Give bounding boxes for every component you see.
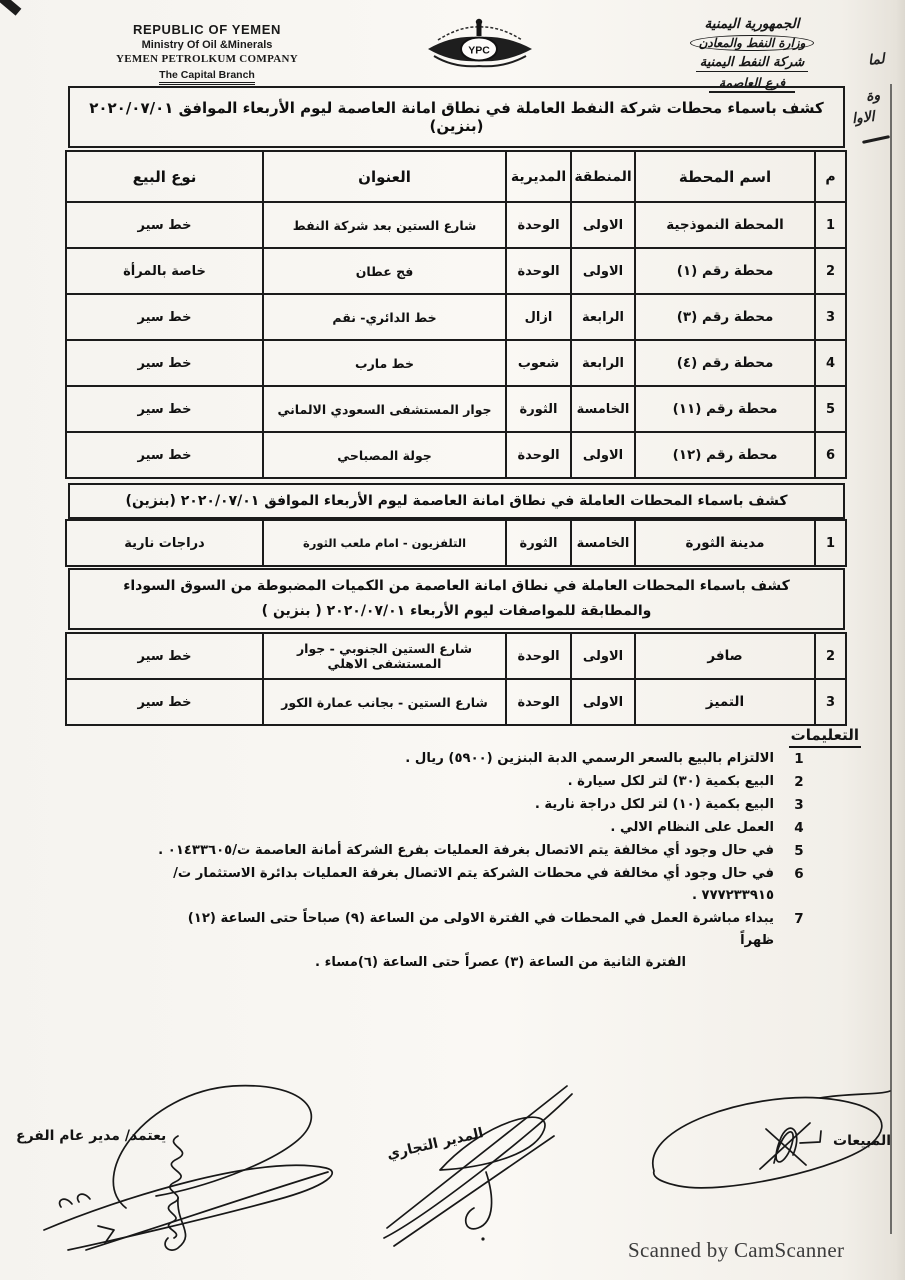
- table-row: [67, 339, 845, 385]
- cell-sale-type: خط سير: [137, 694, 192, 710]
- cell-sale-type: خط سير: [137, 309, 192, 325]
- table-row: [67, 431, 845, 477]
- cell-district: الوحدة: [505, 634, 570, 678]
- ypc-logo-text: YPC: [468, 44, 490, 57]
- cell-zone: الاولى: [570, 249, 634, 293]
- instruction-text-line1: يبداء مباشرة العمل في المحطات في الفترة الاولى من الساعة (٩) صباحاً حتى الساعة (١٢) ظهراً: [187, 911, 774, 948]
- table-row: [67, 201, 845, 247]
- instruction-text: [150, 908, 774, 974]
- cell-zone: الاولى: [570, 433, 634, 477]
- cell-district: الوحدة: [505, 433, 570, 477]
- section3-title-line2: والمطابقة للمواصفات ليوم الأربعاء ٢٠٢٠/٠٧/٠١ ( بنزين ): [261, 603, 652, 619]
- cell-sale-type: خط سير: [137, 355, 192, 371]
- signature-commercial-manager: [382, 1076, 582, 1251]
- instruction-text: البيع بكمية (١٠) لتر لكل دراجة نارية .: [534, 797, 774, 812]
- instruction-number: 7: [794, 911, 804, 927]
- letterhead-english: [92, 22, 322, 85]
- instruction-number: 2: [794, 774, 804, 790]
- table-row: [67, 385, 845, 431]
- table-header-row: [67, 152, 845, 201]
- cell-station-name: محطة رقم (١٢): [634, 433, 814, 477]
- seized-quantities-table: [65, 632, 847, 726]
- instruction-item: [150, 817, 812, 839]
- instruction-text-line2: الفترة الثانية من الساعة (٣) عصراً حتى الساعة (٦)مساء .: [314, 955, 686, 970]
- cell-zone: الاولى: [570, 680, 634, 724]
- instructions-list: [150, 748, 812, 975]
- cell-address: شارع الستين بعد شركة النفط: [262, 203, 505, 247]
- handwritten-margin-note: الاوا: [851, 108, 876, 128]
- signature-branch-manager: [28, 1078, 358, 1253]
- instruction-text: البيع بكمية (٣٠) لتر لكل سيارة .: [567, 774, 774, 789]
- cell-district: الوحدة: [505, 249, 570, 293]
- section2-title: كشف باسماء المحطات العاملة في نطاق امانة العاصمة ليوم الأربعاء الموافق ٢٠٢٠/٠٧/٠١ (بنزين): [125, 493, 788, 509]
- handwritten-margin-note: وة: [865, 87, 881, 105]
- col-header-name: اسم المحطة: [634, 152, 814, 201]
- letterhead-ar-company: شركة النفط اليمنية: [696, 55, 809, 72]
- cell-district: ازال: [505, 295, 570, 339]
- cell-zone: الاولى: [570, 634, 634, 678]
- cell-address: شارع الستين - بجانب عمارة الكور: [262, 680, 505, 724]
- instruction-text: في حال وجود أي مخالفة في محطات الشركة يتم الاتصال بغرفة العمليات بدائرة الاستثمار ت/٧٧٧٢٣٣٩١٥ .: [173, 866, 774, 903]
- cell-address: جولة المصباحي: [262, 433, 505, 477]
- instruction-item: [150, 863, 812, 907]
- cell-no: 5: [814, 387, 845, 431]
- signature-label-branch-manager: يعتمد/ مدير عام الفرع: [16, 1128, 167, 1144]
- instruction-text: العمل على النظام الالي .: [610, 820, 774, 835]
- col-header-address: العنوان: [262, 152, 505, 201]
- table-row: [67, 521, 845, 565]
- col-header-sale: نوع البيع: [132, 167, 197, 186]
- cell-zone: الرابعة: [570, 341, 634, 385]
- stations-table: [65, 150, 847, 479]
- cell-sale-type: خط سير: [137, 217, 192, 233]
- instruction-number: 6: [794, 866, 804, 882]
- cell-no: 1: [814, 203, 845, 247]
- cell-station-name: محطة رقم (٤): [634, 341, 814, 385]
- cell-address: جوار المستشفى السعودي الالماني: [262, 387, 505, 431]
- letterhead-branch: The Capital Branch: [159, 69, 255, 85]
- cell-district: الوحدة: [505, 680, 570, 724]
- instruction-item: [150, 908, 812, 974]
- handwritten-margin-note: لما: [867, 51, 886, 69]
- cell-zone: الاولى: [570, 203, 634, 247]
- instruction-text: الالتزام بالبيع بالسعر الرسمي الدبة البنزين (٥٩٠٠) ريال .: [405, 751, 774, 766]
- cell-address: التلفزيون - امام ملعب الثورة: [262, 521, 505, 565]
- cell-no: 3: [814, 680, 845, 724]
- cell-no: 2: [814, 249, 845, 293]
- signature-label-commercial-manager: المدير التجاري: [385, 1125, 485, 1163]
- cell-station-name: المحطة النموذجية: [634, 203, 814, 247]
- cell-sale-type: خاصة بالمرأة: [123, 263, 206, 279]
- table-row: [67, 678, 845, 724]
- instruction-number: 3: [794, 797, 804, 813]
- instruction-item: [150, 748, 812, 770]
- section1-title: كشف باسماء محطات شركة النفط العاملة في نطاق امانة العاصمة ليوم الأربعاء الموافق ٢٠٢٠/٠٧/٠١ (بنزين): [89, 99, 824, 135]
- section2-title-box: [68, 483, 845, 519]
- cell-district: الثورة: [505, 387, 570, 431]
- section3-title-box: [68, 568, 845, 630]
- cell-address: خط الدائري- نقم: [262, 295, 505, 339]
- cell-no: 1: [814, 521, 845, 565]
- cell-station-name: محطة رقم (٣): [634, 295, 814, 339]
- cell-zone: الخامسة: [570, 521, 634, 565]
- letterhead-ministry: Ministry Of Oil &Minerals: [141, 39, 273, 51]
- cell-station-name: مدينة الثورة: [634, 521, 814, 565]
- cell-station-name: محطة رقم (١): [634, 249, 814, 293]
- cell-zone: الرابعة: [570, 295, 634, 339]
- cell-district: الثورة: [505, 521, 570, 565]
- instruction-text: في حال وجود أي مخالفة يتم الاتصال بغرفة العمليات بفرع الشركة أمانة العاصمة ت/٠١٤٣٣٦٠٥ .: [158, 843, 774, 858]
- cell-station-name: صافر: [634, 634, 814, 678]
- cell-station-name: التميز: [634, 680, 814, 724]
- instruction-number: 4: [794, 820, 804, 836]
- cell-sale-type: خط سير: [137, 648, 192, 664]
- instruction-item: [150, 794, 812, 816]
- col-header-no: م: [814, 152, 845, 201]
- motorcycle-stations-table: [65, 519, 847, 567]
- cell-station-name: محطة رقم (١١): [634, 387, 814, 431]
- section3-title-line1: كشف باسماء المحطات العاملة في نطاق امانة العاصمة من الكميات المضبوطة من السوق السوداء: [123, 578, 790, 594]
- cell-address: خط مارب: [262, 341, 505, 385]
- scan-edge-line: [890, 84, 892, 1234]
- letterhead-ar-country: الجمهورية اليمنية: [704, 16, 800, 32]
- signature-label-sales: المبيعات: [833, 1133, 892, 1149]
- instructions-heading: التعليمات: [789, 726, 861, 748]
- table-row: [67, 293, 845, 339]
- cell-zone: الخامسة: [570, 387, 634, 431]
- cell-sale-type: خط سير: [137, 401, 192, 417]
- letterhead-country: REPUBLIC OF YEMEN: [133, 22, 281, 37]
- table-row: [67, 247, 845, 293]
- letterhead-company: YEMEN PETROLKUM COMPANY: [115, 53, 299, 65]
- cell-district: الوحدة: [505, 203, 570, 247]
- cell-address: فج عطان: [262, 249, 505, 293]
- instruction-number: 1: [794, 751, 804, 767]
- cell-no: 2: [814, 634, 845, 678]
- cell-no: 3: [814, 295, 845, 339]
- cell-address: شارع الستين الجنوبي - جوار المستشفى الاهلي: [262, 634, 505, 678]
- ypc-logo: [424, 16, 536, 78]
- instruction-number: 5: [794, 843, 804, 859]
- cell-no: 6: [814, 433, 845, 477]
- col-header-district: المديرية: [505, 152, 570, 201]
- table-row: [67, 634, 845, 678]
- col-header-zone: المنطقة: [570, 152, 634, 201]
- letterhead-ar-ministry: وزارة النفط والمعادن: [690, 35, 815, 51]
- section1-title-box: [68, 86, 845, 148]
- cell-no: 4: [814, 341, 845, 385]
- instruction-item: [150, 840, 812, 862]
- cell-sale-type: دراجات نارية: [124, 535, 205, 551]
- cell-district: شعوب: [505, 341, 570, 385]
- scan-corner-mark: [0, 0, 21, 16]
- letterhead-arabic: [662, 16, 842, 93]
- camscanner-watermark: Scanned by CamScanner: [628, 1238, 845, 1262]
- letterhead-ar-branch: فرع العاصمة: [709, 75, 795, 93]
- instruction-item: [150, 771, 812, 793]
- cell-sale-type: خط سير: [137, 447, 192, 463]
- handwritten-dash: [862, 135, 890, 144]
